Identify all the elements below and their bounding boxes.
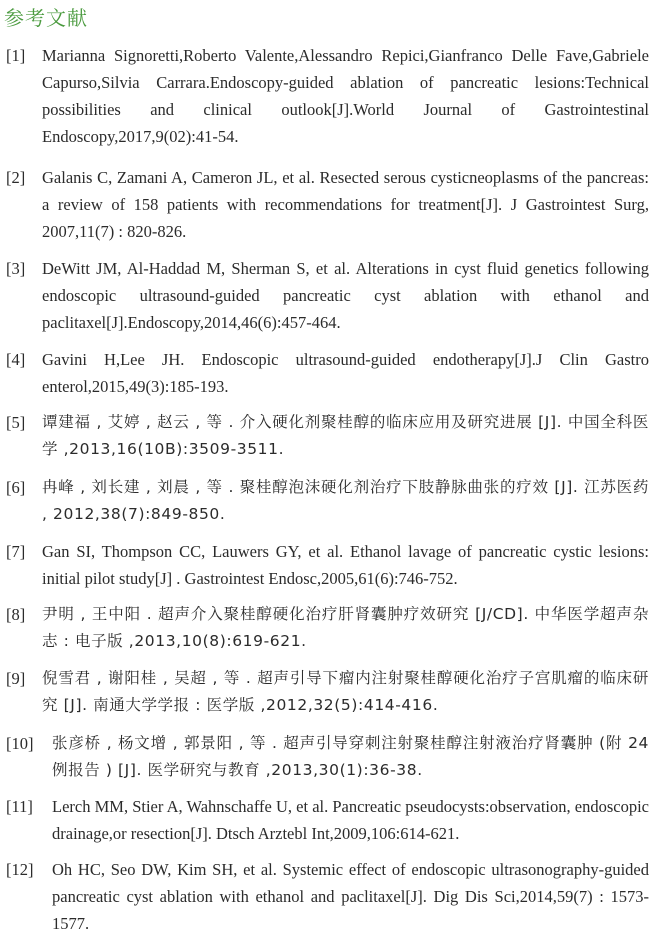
- reference-text: 冉峰 , 刘长建 , 刘晨 , 等 . 聚桂醇泡沫硬化剂治疗下肢静脉曲张的疗效 [J]. 江苏医药 , 2012,38(7):849-850.: [42, 478, 649, 523]
- reference-text: DeWitt JM, Al-Haddad M, Sherman S, et al. Alterations in cyst fluid genetics following endoscopic ultrasound-guided pancreatic cyst ablation with ethanol and paclitaxel[J].Endoscopy,2014,46(6):457-464.: [42, 259, 649, 332]
- reference-number: [11]: [6, 797, 33, 816]
- reference-text: Gavini H,Lee JH. Endoscopic ultrasound-guided endotherapy[J].J Clin Gastro enterol,2015,49(3):185-193.: [42, 350, 649, 396]
- reference-text: Lerch MM, Stier A, Wahnschaffe U, et al. Pancreatic pseudocysts:observation, endoscopic drainage,or resection[J]. Dtsch Arztebl Int,2009,106:614-621.: [52, 797, 649, 843]
- reference-text: Gan SI, Thompson CC, Lauwers GY, et al. Ethanol lavage of pancreatic cystic lesions: initial pilot study[J] . Gastrointest Endosc,2005,61(6):746-752.: [42, 542, 649, 588]
- reference-number: [3]: [6, 259, 26, 278]
- reference-number: [9]: [6, 669, 26, 688]
- reference-text: 谭建福 , 艾婷 , 赵云 , 等 . 介入硬化剂聚桂醇的临床应用及研究进展 [J]. 中国全科医学 ,2013,16(10B):3509-3511.: [42, 413, 649, 458]
- reference-number: [5]: [6, 413, 26, 432]
- reference-number: [4]: [6, 350, 26, 369]
- reference-number: [2]: [6, 168, 26, 187]
- reference-text: Marianna Signoretti,Roberto Valente,Alessandro Repici,Gianfranco Delle Fave,Gabriele Capurso,Silvia Carrara.Endoscopy-guided ablation of pancreatic lesions:Technical possibilities and clinical outlook[J].World Journal of Gastrointestinal Endoscopy,2017,9(02):41-54.: [42, 46, 649, 146]
- reference-number: [12]: [6, 860, 34, 879]
- reference-number: [10]: [6, 734, 34, 753]
- reference-text: 尹明 , 王中阳 . 超声介入聚桂醇硬化治疗肝肾囊肿疗效研究 [J/CD]. 中华医学超声杂志 : 电子版 ,2013,10(8):619-621.: [42, 605, 649, 650]
- reference-number: [6]: [6, 478, 26, 497]
- reference-number: [7]: [6, 542, 26, 561]
- reference-text: 倪雪君 , 谢阳桂 , 吴超 , 等 . 超声引导下瘤内注射聚桂醇硬化治疗子宫肌瘤的临床研究 [J]. 南通大学学报 : 医学版 ,2012,32(5):414-416.: [42, 669, 649, 714]
- reference-text: Galanis C, Zamani A, Cameron JL, et al. Resected serous cysticneoplasms of the pancreas: a review of 158 patients with recommendations for treatment[J]. J Gastrointest Surg, 2007,11(7) : 820-826.: [42, 168, 649, 241]
- reference-number: [8]: [6, 605, 26, 624]
- reference-number: [1]: [6, 46, 26, 65]
- reference-text: 张彦桥 , 杨文增 , 郭景阳 , 等 . 超声引导穿刺注射聚桂醇注射液治疗肾囊肿 (附 24 例报告 ) [J]. 医学研究与教育 ,2013,30(1):36-38.: [52, 734, 649, 779]
- reference-text: Oh HC, Seo DW, Kim SH, et al. Systemic effect of endoscopic ultrasonography-guided pancreatic cyst ablation with ethanol and paclitaxel[J]. Dig Dis Sci,2014,59(7) : 1573-1577.: [52, 860, 649, 933]
- references-heading: 参考文献: [4, 6, 88, 30]
